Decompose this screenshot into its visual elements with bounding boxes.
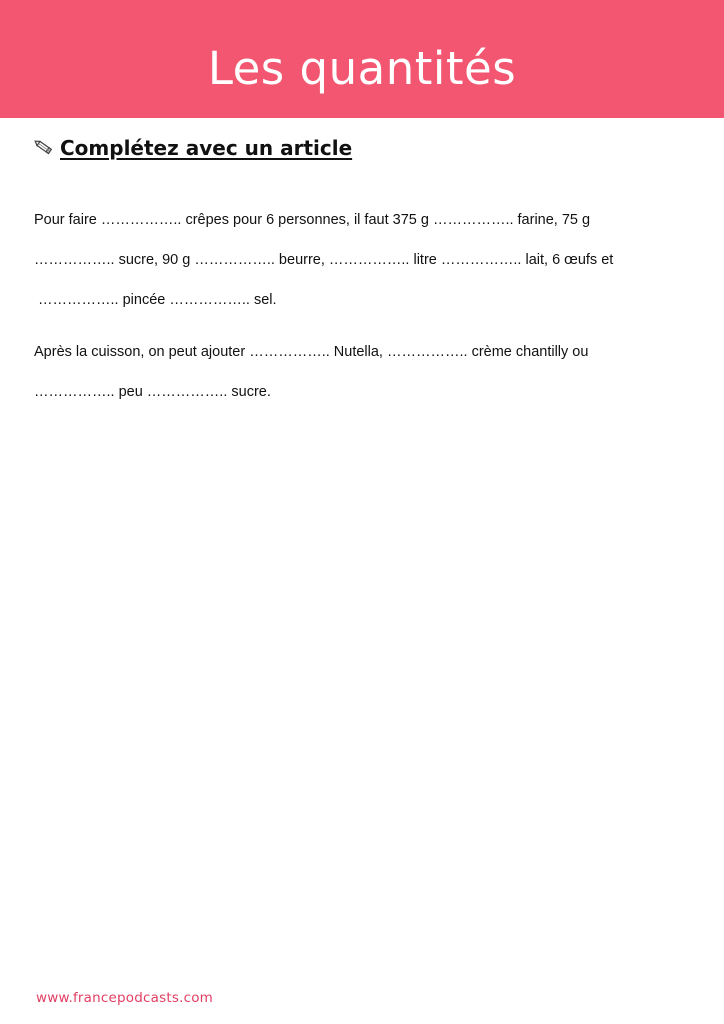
exercise-title: Complétez avec un article [60, 136, 353, 160]
text-line: …………….. peu …………….. sucre. [34, 384, 271, 400]
footer-website-link[interactable]: www.francepodcasts.com [36, 990, 214, 1006]
text-line: Pour faire …………….. crêpes pour 6 personnes, il faut 375 g …………….. farine, 75 g [34, 212, 591, 228]
paragraph-toppings [34, 342, 684, 422]
header-banner [0, 0, 724, 118]
text-line: Après la cuisson, on peut ajouter …………….. Nutella, …………….. crème chantilly ou [34, 344, 589, 360]
pencil-icon [34, 138, 56, 158]
page-title: Les quantités [207, 42, 517, 95]
text-line: …………….. pincée …………….. sel. [34, 292, 277, 308]
paragraph-recipe [34, 210, 684, 330]
exercise-heading [34, 135, 352, 161]
text-line: …………….. sucre, 90 g …………….. beurre, …………….. litre …………….. lait, 6 œufs et [34, 252, 614, 268]
